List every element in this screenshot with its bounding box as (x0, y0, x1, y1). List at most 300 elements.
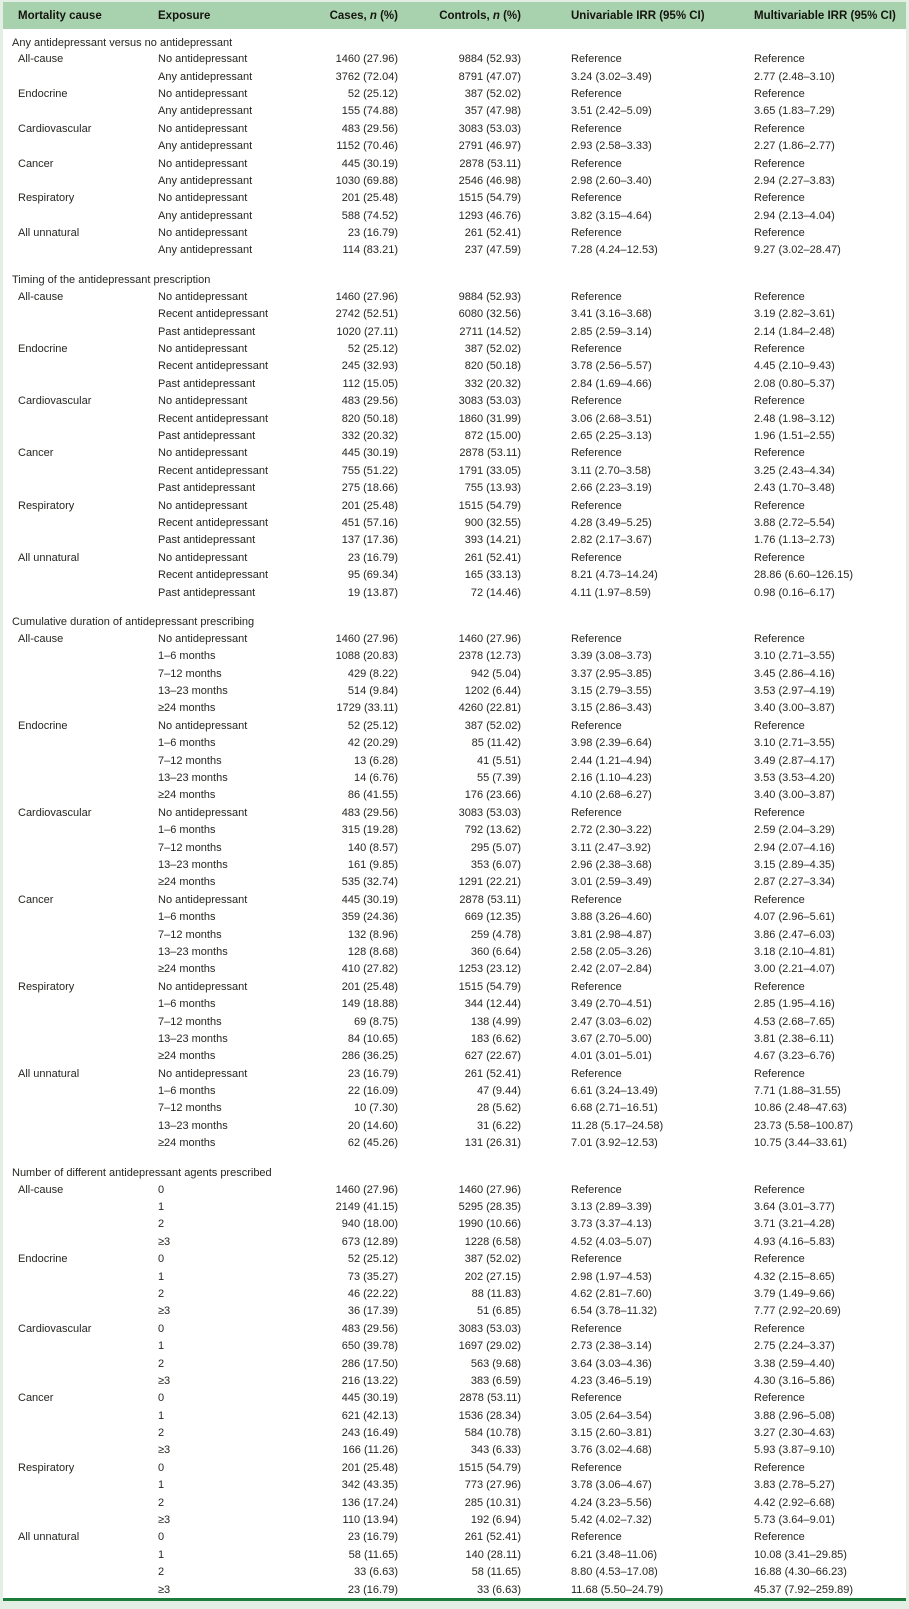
cell-controls: 900 (32.55) (464, 516, 521, 529)
cell-univariable-irr: Reference (571, 227, 622, 240)
table-row (3, 393, 906, 410)
cell-cases: 1460 (27.96) (335, 1183, 398, 1196)
cell-univariable-irr: Reference (571, 806, 622, 819)
cell-univariable-irr: 2.42 (2.07–2.84) (571, 963, 652, 976)
cell-exposure: 0 (158, 1322, 165, 1335)
cell-univariable-irr: 6.61 (3.24–13.49) (571, 1085, 658, 1098)
table-row (3, 289, 906, 306)
cell-controls: 6080 (32.56) (458, 308, 521, 321)
cell-cases: 483 (29.56) (341, 122, 398, 135)
cell-multivariable-irr: 3.40 (3.00–3.87) (754, 702, 835, 715)
cell-cases: 23 (16.79) (347, 1531, 398, 1544)
table-row (3, 155, 906, 172)
cell-controls: 387 (52.02) (464, 343, 521, 356)
cell-univariable-irr: Reference (571, 980, 622, 993)
cell-multivariable-irr: 3.64 (3.01–3.77) (754, 1201, 835, 1214)
cell-mortality-cause (3, 839, 158, 856)
cell-multivariable-irr: 1.76 (1.13–2.73) (754, 534, 835, 547)
cell-controls: 1293 (46.76) (458, 209, 521, 222)
cell-cases: 201 (25.48) (341, 1461, 398, 1474)
section-header-row (3, 29, 906, 51)
cell-univariable-irr: 2.82 (2.17–3.67) (571, 534, 652, 547)
cell-cases: 52 (25.12) (347, 87, 398, 100)
cell-controls: 1228 (6.58) (464, 1235, 521, 1248)
header-label: Exposure (158, 9, 211, 22)
cell-mortality-cause (3, 1581, 158, 1598)
cell-mortality-cause (3, 138, 158, 155)
cell-mortality-cause (3, 1118, 158, 1135)
cell-controls: 563 (9.68) (470, 1357, 521, 1370)
cell-controls: 1291 (22.21) (458, 876, 521, 889)
cell-multivariable-irr: 3.49 (2.87–4.17) (754, 754, 835, 767)
cell-mortality-cause: All unnatural (18, 551, 80, 564)
table-row (3, 752, 906, 769)
table-row (3, 1181, 906, 1198)
table-row (3, 86, 906, 103)
cell-exposure: Past antidepressant (158, 325, 256, 338)
cell-mortality-cause (3, 683, 158, 700)
cell-controls: 165 (33.13) (464, 569, 521, 582)
cell-mortality-cause (3, 909, 158, 926)
cell-exposure: Past antidepressant (158, 482, 256, 495)
cell-exposure: 1–6 months (158, 650, 216, 663)
cell-univariable-irr: 2.96 (2.38–3.68) (571, 858, 652, 871)
cell-univariable-irr: Reference (571, 53, 622, 66)
cell-multivariable-irr: Reference (754, 53, 805, 66)
cell-mortality-cause: All-cause (18, 1183, 64, 1196)
cell-univariable-irr: Reference (571, 632, 622, 645)
cell-cases: 2742 (52.51) (335, 308, 398, 321)
cell-cases: 46 (22.22) (347, 1287, 398, 1300)
table-row (3, 1494, 906, 1511)
cell-cases: 1030 (69.88) (335, 174, 398, 187)
cell-univariable-irr: Reference (571, 290, 622, 303)
table-row (3, 550, 906, 567)
cell-cases: 52 (25.12) (347, 719, 398, 732)
cell-controls: 353 (6.07) (470, 858, 521, 871)
cell-univariable-irr: 3.05 (2.64–3.54) (571, 1409, 652, 1422)
cell-multivariable-irr: 3.79 (1.49–9.66) (754, 1287, 835, 1300)
cell-univariable-irr: Reference (571, 1461, 622, 1474)
table-row (3, 1460, 906, 1477)
cell-multivariable-irr: Reference (754, 122, 805, 135)
cell-exposure: 7–12 months (158, 841, 222, 854)
header-label: Cases, (329, 9, 370, 22)
cell-exposure: 7–12 months (158, 754, 222, 767)
cell-univariable-irr: 3.11 (2.47–3.92) (571, 841, 651, 854)
cell-univariable-irr: 4.24 (3.23–5.56) (571, 1496, 652, 1509)
cell-exposure: Recent antidepressant (158, 516, 269, 529)
cell-univariable-irr: 3.81 (2.98–4.87) (571, 928, 652, 941)
cell-controls: 261 (52.41) (464, 1531, 521, 1544)
cell-cases: 36 (17.39) (347, 1305, 398, 1318)
cell-univariable-irr: Reference (571, 192, 622, 205)
cell-exposure: ≥3 (158, 1374, 171, 1387)
cell-multivariable-irr: 2.94 (2.13–4.04) (754, 209, 835, 222)
cell-multivariable-irr: 2.94 (2.07–4.16) (754, 841, 835, 854)
cell-mortality-cause: All-cause (18, 53, 64, 66)
table-row (3, 1048, 906, 1065)
cell-exposure: Recent antidepressant (158, 308, 269, 321)
cell-multivariable-irr: 3.10 (2.71–3.55) (754, 737, 835, 750)
table-row (3, 225, 906, 242)
section-header-row (3, 602, 906, 631)
cell-controls: 1460 (27.96) (458, 632, 521, 645)
table-row (3, 480, 906, 497)
cell-cases: 86 (41.55) (347, 789, 398, 802)
cell-mortality-cause (3, 1355, 158, 1372)
cell-univariable-irr: Reference (571, 1253, 622, 1266)
cell-exposure: 13–23 months (158, 945, 228, 958)
cell-multivariable-irr: Reference (754, 1253, 805, 1266)
table-row (3, 1268, 906, 1285)
cell-exposure: 7–12 months (158, 667, 222, 680)
table-row (3, 1083, 906, 1100)
cell-mortality-cause (3, 1199, 158, 1216)
cell-cases: 52 (25.12) (347, 343, 398, 356)
cell-exposure: 2 (158, 1496, 165, 1509)
cell-multivariable-irr: 10.08 (3.41–29.85) (754, 1548, 847, 1561)
cell-univariable-irr: 2.85 (2.59–3.14) (571, 325, 652, 338)
cell-cases: 22 (16.09) (347, 1085, 398, 1098)
cell-exposure: 0 (158, 1531, 165, 1544)
cell-multivariable-irr: 10.86 (2.48–47.63) (754, 1102, 847, 1115)
cell-multivariable-irr: 3.10 (2.71–3.55) (754, 650, 835, 663)
cell-cases: 514 (9.84) (347, 685, 398, 698)
cell-controls: 237 (47.59) (464, 244, 521, 257)
cell-controls: 85 (11.42) (471, 737, 521, 750)
cell-univariable-irr: 4.28 (3.49–5.25) (571, 516, 652, 529)
cell-exposure: 13–23 months (158, 858, 228, 871)
cell-univariable-irr: 7.28 (4.24–12.53) (571, 244, 658, 257)
cell-exposure: 7–12 months (158, 928, 222, 941)
cell-controls: 261 (52.41) (464, 227, 521, 240)
cell-mortality-cause (3, 410, 158, 427)
cell-exposure: No antidepressant (158, 290, 248, 303)
table-row (3, 926, 906, 943)
cell-multivariable-irr: Reference (754, 192, 805, 205)
cell-univariable-irr: 8.80 (4.53–17.08) (571, 1566, 658, 1579)
cell-controls: 383 (6.59) (470, 1374, 521, 1387)
cell-univariable-irr: 3.01 (2.59–3.49) (571, 876, 652, 889)
cell-controls: 259 (4.78) (470, 928, 521, 941)
cell-mortality-cause (3, 358, 158, 375)
table-row (3, 584, 906, 601)
cell-cases: 1020 (27.11) (336, 325, 398, 338)
cell-exposure: No antidepressant (158, 53, 248, 66)
cell-mortality-cause (3, 1031, 158, 1048)
table-row (3, 1547, 906, 1564)
header-label: Multivariable IRR (95% CI) (754, 9, 896, 22)
cell-cases: 451 (57.16) (341, 516, 398, 529)
cell-univariable-irr: 2.73 (2.38–3.14) (571, 1340, 652, 1353)
cell-cases: 69 (8.75) (353, 1015, 398, 1028)
cell-multivariable-irr: Reference (754, 806, 805, 819)
table-row (3, 735, 906, 752)
table-row (3, 1100, 906, 1117)
cell-multivariable-irr: 4.32 (2.15–8.65) (754, 1270, 835, 1283)
cell-univariable-irr: 3.82 (3.15–4.64) (571, 209, 652, 222)
cell-multivariable-irr: 28.86 (6.60–126.15) (754, 569, 854, 582)
table-row (3, 376, 906, 393)
cell-exposure: No antidepressant (158, 893, 248, 906)
cell-cases: 136 (17.24) (341, 1496, 398, 1509)
cell-mortality-cause (3, 735, 158, 752)
cell-cases: 140 (8.57) (347, 841, 398, 854)
cell-univariable-irr: 4.01 (3.01–5.01) (571, 1050, 652, 1063)
cell-multivariable-irr: Reference (754, 290, 805, 303)
cell-exposure: ≥3 (158, 1444, 171, 1457)
cell-cases: 137 (17.36) (341, 534, 398, 547)
cell-multivariable-irr: 1.96 (1.51–2.55) (754, 430, 835, 442)
table-row (3, 1234, 906, 1251)
header-label: Mortality cause (18, 9, 102, 22)
cell-controls: 1515 (54.79) (458, 192, 521, 205)
cell-cases: 1152 (70.46) (336, 140, 398, 153)
cell-univariable-irr: 2.93 (2.58–3.33) (571, 140, 652, 153)
table-row (3, 648, 906, 665)
table-row (3, 445, 906, 462)
cell-controls: 755 (13.93) (464, 482, 521, 495)
cell-multivariable-irr: 5.93 (3.87–9.10) (754, 1444, 835, 1457)
cell-cases: 535 (32.74) (341, 876, 398, 889)
cell-multivariable-irr: 2.59 (2.04–3.29) (754, 824, 835, 837)
cell-univariable-irr: Reference (571, 1067, 622, 1080)
cell-multivariable-irr: 3.71 (3.21–4.28) (754, 1218, 835, 1231)
table-row (3, 358, 906, 375)
section-header-row (3, 260, 906, 289)
cell-cases: 3762 (72.04) (335, 70, 398, 83)
cell-cases: 23 (16.79) (347, 1583, 398, 1596)
cell-multivariable-irr: 3.45 (2.86–4.16) (754, 667, 835, 680)
cell-exposure: Past antidepressant (158, 534, 256, 547)
table-row (3, 190, 906, 207)
cell-univariable-irr: 4.11 (1.97–8.59) (571, 586, 651, 599)
table-row (3, 1286, 906, 1303)
cell-multivariable-irr: Reference (754, 719, 805, 732)
cell-multivariable-irr: 4.93 (4.16–5.83) (754, 1235, 835, 1248)
cell-mortality-cause: Endocrine (18, 719, 68, 732)
cell-multivariable-irr: 4.53 (2.68–7.65) (754, 1015, 835, 1028)
cell-multivariable-irr: 7.71 (1.88–31.55) (754, 1085, 841, 1098)
cell-controls: 9884 (52.93) (458, 53, 521, 66)
cell-univariable-irr: Reference (571, 122, 622, 135)
cell-controls: 285 (10.31) (464, 1496, 521, 1509)
cell-univariable-irr: Reference (571, 87, 622, 100)
cell-cases: 201 (25.48) (341, 192, 398, 205)
cell-controls: 584 (10.78) (464, 1427, 521, 1440)
cell-multivariable-irr: 45.37 (7.92–259.89) (754, 1583, 854, 1596)
cell-controls: 3083 (53.03) (458, 395, 521, 408)
cell-mortality-cause: Respiratory (18, 1461, 75, 1474)
cell-controls: 2878 (53.11) (459, 447, 521, 460)
cell-univariable-irr: Reference (571, 157, 622, 170)
cell-univariable-irr: 2.66 (2.23–3.19) (571, 482, 652, 495)
cell-mortality-cause (3, 1408, 158, 1425)
cell-controls: 140 (28.11) (465, 1548, 521, 1561)
cell-exposure: 2 (158, 1357, 165, 1370)
cell-mortality-cause (3, 874, 158, 891)
cell-cases: 155 (74.88) (341, 105, 398, 118)
table-row (3, 428, 906, 445)
cell-exposure: 1 (158, 1548, 165, 1561)
cell-mortality-cause: Endocrine (18, 1253, 68, 1266)
table-row (3, 961, 906, 978)
cell-multivariable-irr: 2.43 (1.70–3.48) (754, 482, 835, 495)
cell-exposure: Any antidepressant (158, 209, 253, 222)
cell-exposure: ≥3 (158, 1305, 171, 1318)
table-row (3, 138, 906, 155)
cell-mortality-cause (3, 700, 158, 717)
cell-mortality-cause (3, 208, 158, 225)
cell-controls: 4260 (22.81) (458, 702, 521, 715)
cell-multivariable-irr: 2.94 (2.27–3.83) (754, 174, 835, 187)
cell-mortality-cause (3, 1338, 158, 1355)
table-row (3, 631, 906, 648)
cell-cases: 483 (29.56) (341, 1322, 398, 1335)
table-row (3, 1425, 906, 1442)
cell-exposure: 0 (158, 1392, 165, 1405)
cell-cases: 58 (11.65) (348, 1548, 398, 1561)
cell-mortality-cause (3, 666, 158, 683)
table-row (3, 892, 906, 909)
table-row (3, 1581, 906, 1598)
cell-controls: 2378 (12.73) (458, 650, 521, 663)
cell-mortality-cause (3, 1303, 158, 1320)
cell-multivariable-irr: Reference (754, 499, 805, 512)
cell-multivariable-irr: 5.73 (3.64–9.01) (754, 1514, 835, 1527)
cell-univariable-irr: 3.15 (2.86–3.43) (571, 702, 652, 715)
cell-mortality-cause (3, 567, 158, 584)
cell-univariable-irr: 4.23 (3.46–5.19) (571, 1374, 652, 1387)
cell-exposure: Past antidepressant (158, 586, 256, 599)
cell-multivariable-irr: 4.67 (3.23–6.76) (754, 1050, 835, 1063)
table-row (3, 1529, 906, 1546)
cell-univariable-irr: 3.24 (3.02–3.49) (571, 70, 652, 83)
cell-cases: 2149 (41.15) (335, 1201, 398, 1214)
cell-controls: 9884 (52.93) (458, 290, 521, 303)
cell-multivariable-irr: Reference (754, 1461, 805, 1474)
cell-cases: 429 (8.22) (347, 667, 398, 680)
cell-controls: 1697 (29.02) (458, 1340, 521, 1353)
cell-univariable-irr: 3.13 (2.89–3.39) (571, 1201, 652, 1214)
cell-univariable-irr: 3.67 (2.70–5.00) (571, 1032, 652, 1045)
cell-controls: 1860 (31.99) (458, 412, 521, 425)
cell-mortality-cause: All-cause (18, 632, 64, 645)
cell-controls: 773 (27.96) (464, 1479, 521, 1492)
cell-mortality-cause (3, 1564, 158, 1581)
cell-multivariable-irr: 3.86 (2.47–6.03) (754, 928, 835, 941)
cell-mortality-cause: Cardiovascular (18, 806, 92, 819)
cell-exposure: 2 (158, 1566, 165, 1579)
table-row (3, 51, 906, 68)
cell-cases: 673 (12.89) (341, 1235, 398, 1248)
cell-univariable-irr: 3.51 (2.42–5.09) (571, 105, 652, 118)
table-row (3, 497, 906, 514)
cell-controls: 872 (15.00) (464, 430, 521, 442)
cell-controls: 3083 (53.03) (458, 1322, 521, 1335)
cell-cases: 286 (36.25) (341, 1050, 398, 1063)
table-sheet (3, 2, 906, 1598)
cell-multivariable-irr: 3.53 (3.53–4.20) (754, 772, 835, 785)
cell-exposure: No antidepressant (158, 719, 248, 732)
header-row (3, 2, 906, 29)
cell-multivariable-irr: 3.00 (2.21–4.07) (754, 963, 835, 976)
table-row (3, 68, 906, 85)
table-row (3, 979, 906, 996)
table-row (3, 857, 906, 874)
cell-controls: 387 (52.02) (464, 1253, 521, 1266)
cell-mortality-cause: All unnatural (18, 227, 80, 240)
cell-cases: 445 (30.19) (341, 893, 398, 906)
cell-univariable-irr: 2.44 (1.21–4.94) (571, 754, 652, 767)
cell-mortality-cause (3, 822, 158, 839)
cell-controls: 332 (20.32) (464, 377, 521, 390)
cell-mortality-cause (3, 752, 158, 769)
table-row (3, 463, 906, 480)
cell-controls: 393 (14.21) (464, 534, 521, 547)
cell-cases: 42 (20.29) (347, 737, 398, 750)
cell-univariable-irr: Reference (571, 395, 622, 408)
cell-cases: 13 (6.28) (353, 754, 398, 767)
cell-mortality-cause (3, 68, 158, 85)
cell-cases: 1088 (20.83) (335, 650, 398, 663)
table-header (3, 2, 906, 29)
table-row (3, 1135, 906, 1152)
cell-univariable-irr: 7.01 (3.92–12.53) (571, 1137, 658, 1150)
cell-mortality-cause (3, 996, 158, 1013)
cell-univariable-irr: 6.54 (3.78–11.32) (571, 1305, 658, 1318)
cell-exposure: No antidepressant (158, 499, 248, 512)
cell-exposure: Any antidepressant (158, 244, 253, 257)
column-header-multivariable-irr (754, 2, 906, 29)
cell-mortality-cause (3, 1100, 158, 1117)
cell-mortality-cause: Cardiovascular (18, 1322, 92, 1335)
cell-controls: 5295 (28.35) (458, 1201, 521, 1214)
cell-exposure: No antidepressant (158, 806, 248, 819)
table-row (3, 121, 906, 138)
cell-cases: 52 (25.12) (347, 1253, 398, 1266)
cell-multivariable-irr: 7.77 (2.92–20.69) (754, 1305, 841, 1318)
cell-mortality-cause (3, 1547, 158, 1564)
cell-cases: 1460 (27.96) (335, 290, 398, 303)
table-row (3, 173, 906, 190)
cell-cases: 483 (29.56) (341, 806, 398, 819)
cell-mortality-cause (3, 323, 158, 340)
cell-cases: 445 (30.19) (341, 1392, 398, 1405)
cell-controls: 33 (6.63) (476, 1583, 521, 1596)
cell-exposure: ≥24 months (158, 702, 216, 715)
cell-mortality-cause (3, 961, 158, 978)
cell-controls: 1253 (23.12) (458, 963, 521, 976)
cell-exposure: 0 (158, 1461, 165, 1474)
cell-mortality-cause (3, 1512, 158, 1529)
cell-mortality-cause (3, 787, 158, 804)
cell-multivariable-irr: Reference (754, 980, 805, 993)
cell-multivariable-irr: Reference (754, 1392, 805, 1405)
cell-mortality-cause (3, 584, 158, 601)
table-row (3, 410, 906, 427)
cell-mortality-cause (3, 926, 158, 943)
cell-controls: 47 (9.44) (476, 1085, 521, 1098)
cell-univariable-irr: 3.88 (3.26–4.60) (571, 911, 652, 924)
cell-exposure: 2 (158, 1287, 165, 1300)
cell-mortality-cause (3, 648, 158, 665)
cell-cases: 73 (35.27) (347, 1270, 398, 1283)
cell-multivariable-irr: 2.85 (1.95–4.16) (754, 998, 835, 1011)
cell-mortality-cause (3, 1234, 158, 1251)
cell-cases: 359 (24.36) (341, 911, 398, 924)
